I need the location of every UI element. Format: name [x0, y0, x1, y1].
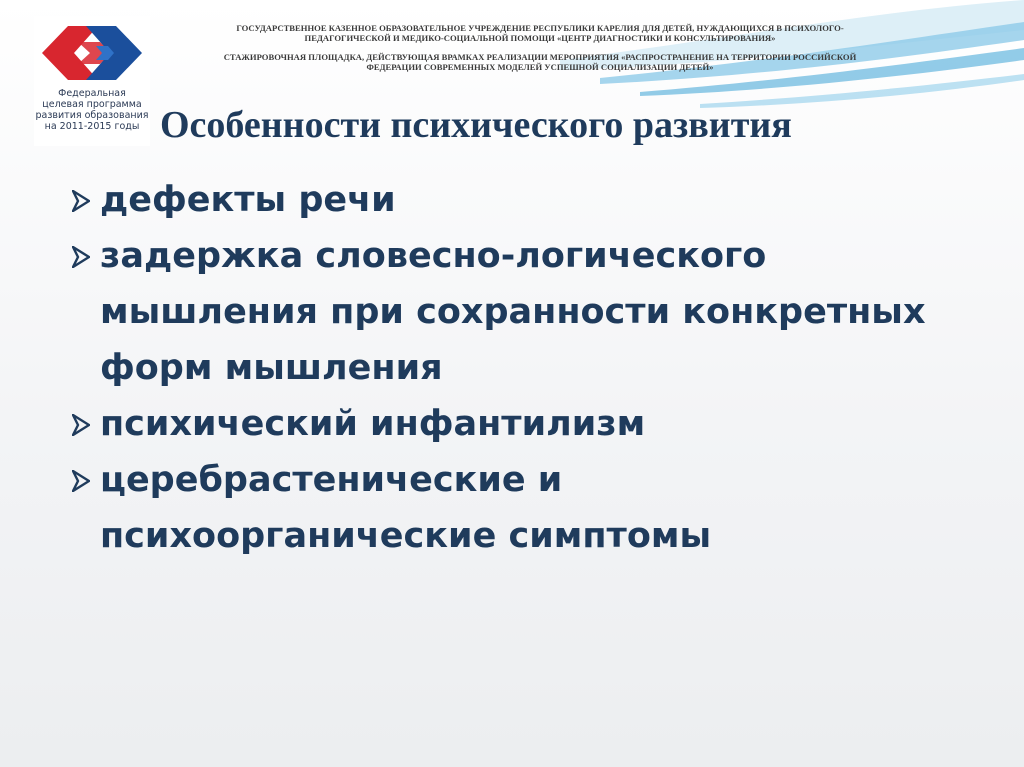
bullet-item [70, 172, 990, 228]
bullet-item [70, 452, 990, 564]
header-line: СТАЖИРОВОЧНАЯ ПЛОЩАДКА, ДЕЙСТВУЮЩАЯ ВРАМКАХ РЕАЛИЗАЦИИ МЕРОПРИЯТИЯ «РАСПРОСТРАНЕНИЕ НА ТЕРРИТОРИИ РОССИЙСКОЙ [223, 52, 857, 62]
logo-caption [34, 88, 150, 132]
bullet-item [70, 228, 990, 396]
arrows-logo-icon [38, 20, 146, 86]
bullet-line: форм мышления [100, 348, 443, 388]
slide-title: Особенности психического развития [160, 104, 792, 146]
bullet-line: задержка словесно-логического [100, 236, 767, 276]
logo-caption-line: на 2011-2015 годы [44, 121, 140, 132]
arrowhead-bullet-icon [70, 452, 98, 508]
bullet-line: мышления при сохранности конкретных [100, 292, 926, 332]
bullet-item [70, 396, 990, 452]
program-logo [34, 16, 150, 146]
bullet-line: дефекты речи [100, 180, 396, 220]
bullet-list [70, 172, 990, 564]
bullet-line: церебрастенические и [100, 460, 563, 500]
header-line: ФЕДЕРАЦИИ СОВРЕМЕННЫХ МОДЕЛЕЙ УСПЕШНОЙ СОЦИАЛИЗАЦИИ ДЕТЕЙ» [366, 62, 714, 72]
logo-caption-line: развития образования [35, 110, 149, 121]
header-line: ГОСУДАРСТВЕННОЕ КАЗЕННОЕ ОБРАЗОВАТЕЛЬНОЕ УЧРЕЖДЕНИЕ РЕСПУБЛИКИ КАРЕЛИЯ ДЛЯ ДЕТЕЙ, НУЖДАЮЩИХСЯ В ПСИХОЛОГО- [236, 23, 844, 33]
arrowhead-bullet-icon [70, 396, 98, 452]
logo-caption-line: Федеральная [58, 88, 126, 99]
bullet-line: психоорганические симптомы [100, 516, 712, 556]
logo-caption-line: целевая программа [42, 99, 142, 110]
header-line: ПЕДАГОГИЧЕСКОЙ И МЕДИКО-СОЦИАЛЬНОЙ ПОМОЩИ «ЦЕНТР ДИАГНОСТИКИ И КОНСУЛЬТИРОВАНИЯ» [304, 33, 776, 43]
arrowhead-bullet-icon [70, 172, 98, 228]
organization-header [190, 23, 890, 72]
arrowhead-bullet-icon [70, 228, 98, 284]
bullet-line: психический инфантилизм [100, 404, 646, 444]
